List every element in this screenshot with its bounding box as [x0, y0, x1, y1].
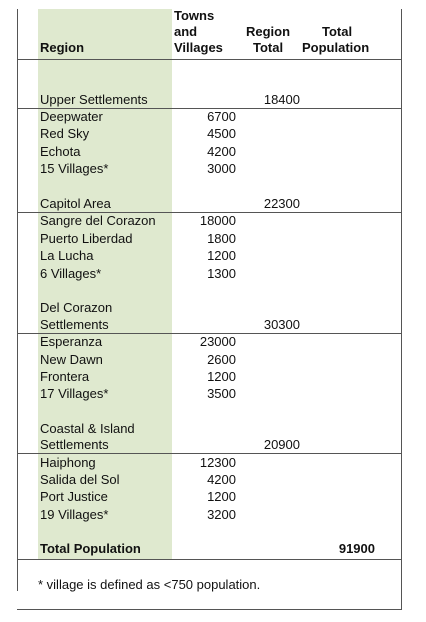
- group-name: Capitol Area: [40, 196, 111, 211]
- region-total: 22300: [263, 196, 300, 211]
- place-name: Port Justice: [40, 489, 108, 504]
- place-population: 18000: [199, 213, 236, 228]
- group-name: Upper Settlements: [40, 92, 148, 107]
- region-total: 30300: [263, 317, 300, 332]
- place-population: 4200: [207, 144, 236, 159]
- header-towns-line2: and: [174, 24, 198, 39]
- place-population: 23000: [199, 334, 236, 349]
- place-population: 3500: [207, 386, 236, 401]
- group-name-line2: Settlements: [40, 437, 109, 452]
- place-name: Deepwater: [40, 109, 103, 124]
- place-population: 12300: [199, 455, 236, 470]
- place-population: 3200: [207, 507, 236, 522]
- footnote-bottom-line: [17, 609, 402, 610]
- group-name-line1: Del Corazon: [40, 300, 113, 315]
- place-name: La Lucha: [40, 248, 94, 263]
- place-name: 19 Villages*: [40, 507, 109, 522]
- place-population: 4500: [207, 126, 236, 141]
- header-region-total-line2: Total: [253, 40, 284, 55]
- place-name: Salida del Sol: [40, 472, 120, 487]
- header-region: Region: [40, 40, 85, 55]
- place-population: 1200: [207, 489, 236, 504]
- group-name-line1: Coastal & Island: [40, 421, 135, 436]
- region-total: 18400: [263, 92, 300, 107]
- place-name: Haiphong: [40, 455, 96, 470]
- place-population: 1200: [207, 248, 236, 263]
- header-region-total-line1: Region: [246, 24, 291, 39]
- place-name: New Dawn: [40, 352, 103, 367]
- region-total: 20900: [263, 437, 300, 452]
- place-population: 3000: [207, 161, 236, 176]
- place-name: Red Sky: [40, 126, 90, 141]
- place-name: 6 Villages*: [40, 266, 102, 281]
- total-divider: [17, 559, 402, 560]
- table-right-border: [401, 9, 402, 610]
- total-population-label: Total Population: [40, 541, 141, 556]
- place-name: Puerto Liberdad: [40, 231, 133, 246]
- footnote: * village is defined as <750 population.: [38, 577, 261, 592]
- table-left-border: [17, 9, 18, 591]
- group-name-line2: Settlements: [40, 317, 109, 332]
- header-divider: [17, 59, 402, 60]
- header-towns-line3: Villages: [174, 40, 223, 55]
- place-population: 1200: [207, 369, 236, 384]
- header-total-population-line1: Total: [322, 24, 353, 39]
- place-name: Echota: [40, 144, 81, 159]
- place-population: 4200: [207, 472, 236, 487]
- place-population: 1300: [207, 266, 236, 281]
- header-total-population-line2: Population: [302, 40, 370, 55]
- place-population: 1800: [207, 231, 236, 246]
- place-name: Sangre del Corazon: [40, 213, 156, 228]
- place-name: 15 Villages*: [40, 161, 109, 176]
- place-name: Frontera: [40, 369, 90, 384]
- place-population: 6700: [207, 109, 236, 124]
- header-towns-line1: Towns: [174, 8, 215, 23]
- place-name: Esperanza: [40, 334, 103, 349]
- place-population: 2600: [207, 352, 236, 367]
- total-population-value: 91900: [338, 541, 375, 556]
- place-name: 17 Villages*: [40, 386, 109, 401]
